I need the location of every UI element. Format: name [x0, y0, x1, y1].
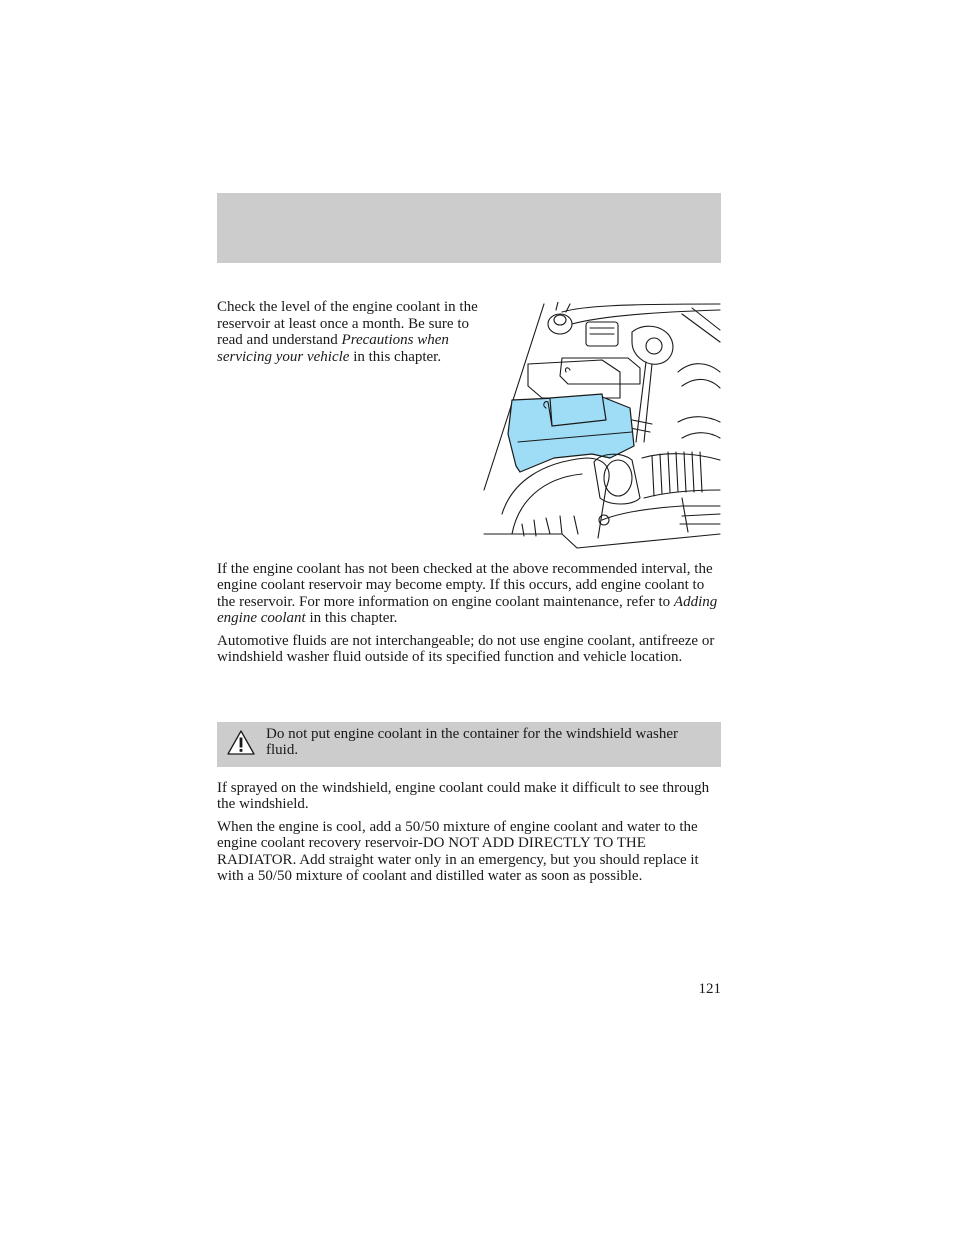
page-number: 121: [698, 981, 721, 997]
engine-coolant-reservoir-illustration: [482, 302, 722, 550]
intro-text: Check the level of the engine coolant in the reservoir at least once a month. Be sure to read and understand: [217, 299, 478, 348]
fluids-paragraph: Automotive fluids are not interchangeable; do not use engine coolant, antifreeze or windshield washer fluid outside of its specified function and vehicle location.: [217, 633, 715, 666]
intro-paragraph: [217, 299, 479, 365]
paragraph1-italic-reference: Adding engine coolant: [217, 593, 718, 626]
coolant-empty-paragraph: [217, 561, 723, 626]
warning-box: [217, 722, 721, 767]
intro-text-end: in this chapter.: [349, 348, 442, 365]
paragraph1-text: If the engine coolant has not been checked at the above recommended interval, the engine coolant reservoir may become empty. If this occurs, add engine coolant to the reservoir. For more information on engine coolant maintenance, refer to: [217, 561, 713, 610]
intro-italic-reference: Precautions when servicing your vehicle: [217, 332, 449, 365]
warning-triangle-icon: [226, 729, 256, 756]
windshield-spray-paragraph: If sprayed on the windshield, engine coolant could make it difficult to see through the windshield.: [217, 780, 710, 813]
warning-text: Do not put engine coolant in the container for the windshield washer fluid.: [266, 726, 678, 759]
paragraph1-text-end: in this chapter.: [305, 609, 398, 626]
add-coolant-paragraph: When the engine is cool, add a 50/50 mixture of engine coolant and water to the engine coolant recovery reservoir-DO NOT ADD DIRECTLY TO THE RADIATOR. Add straight water only in an emergency, but you should replace it with a 50/50 mixture of coolant and distilled water as soon as possible.: [217, 819, 699, 884]
section-header-band: [217, 193, 721, 263]
